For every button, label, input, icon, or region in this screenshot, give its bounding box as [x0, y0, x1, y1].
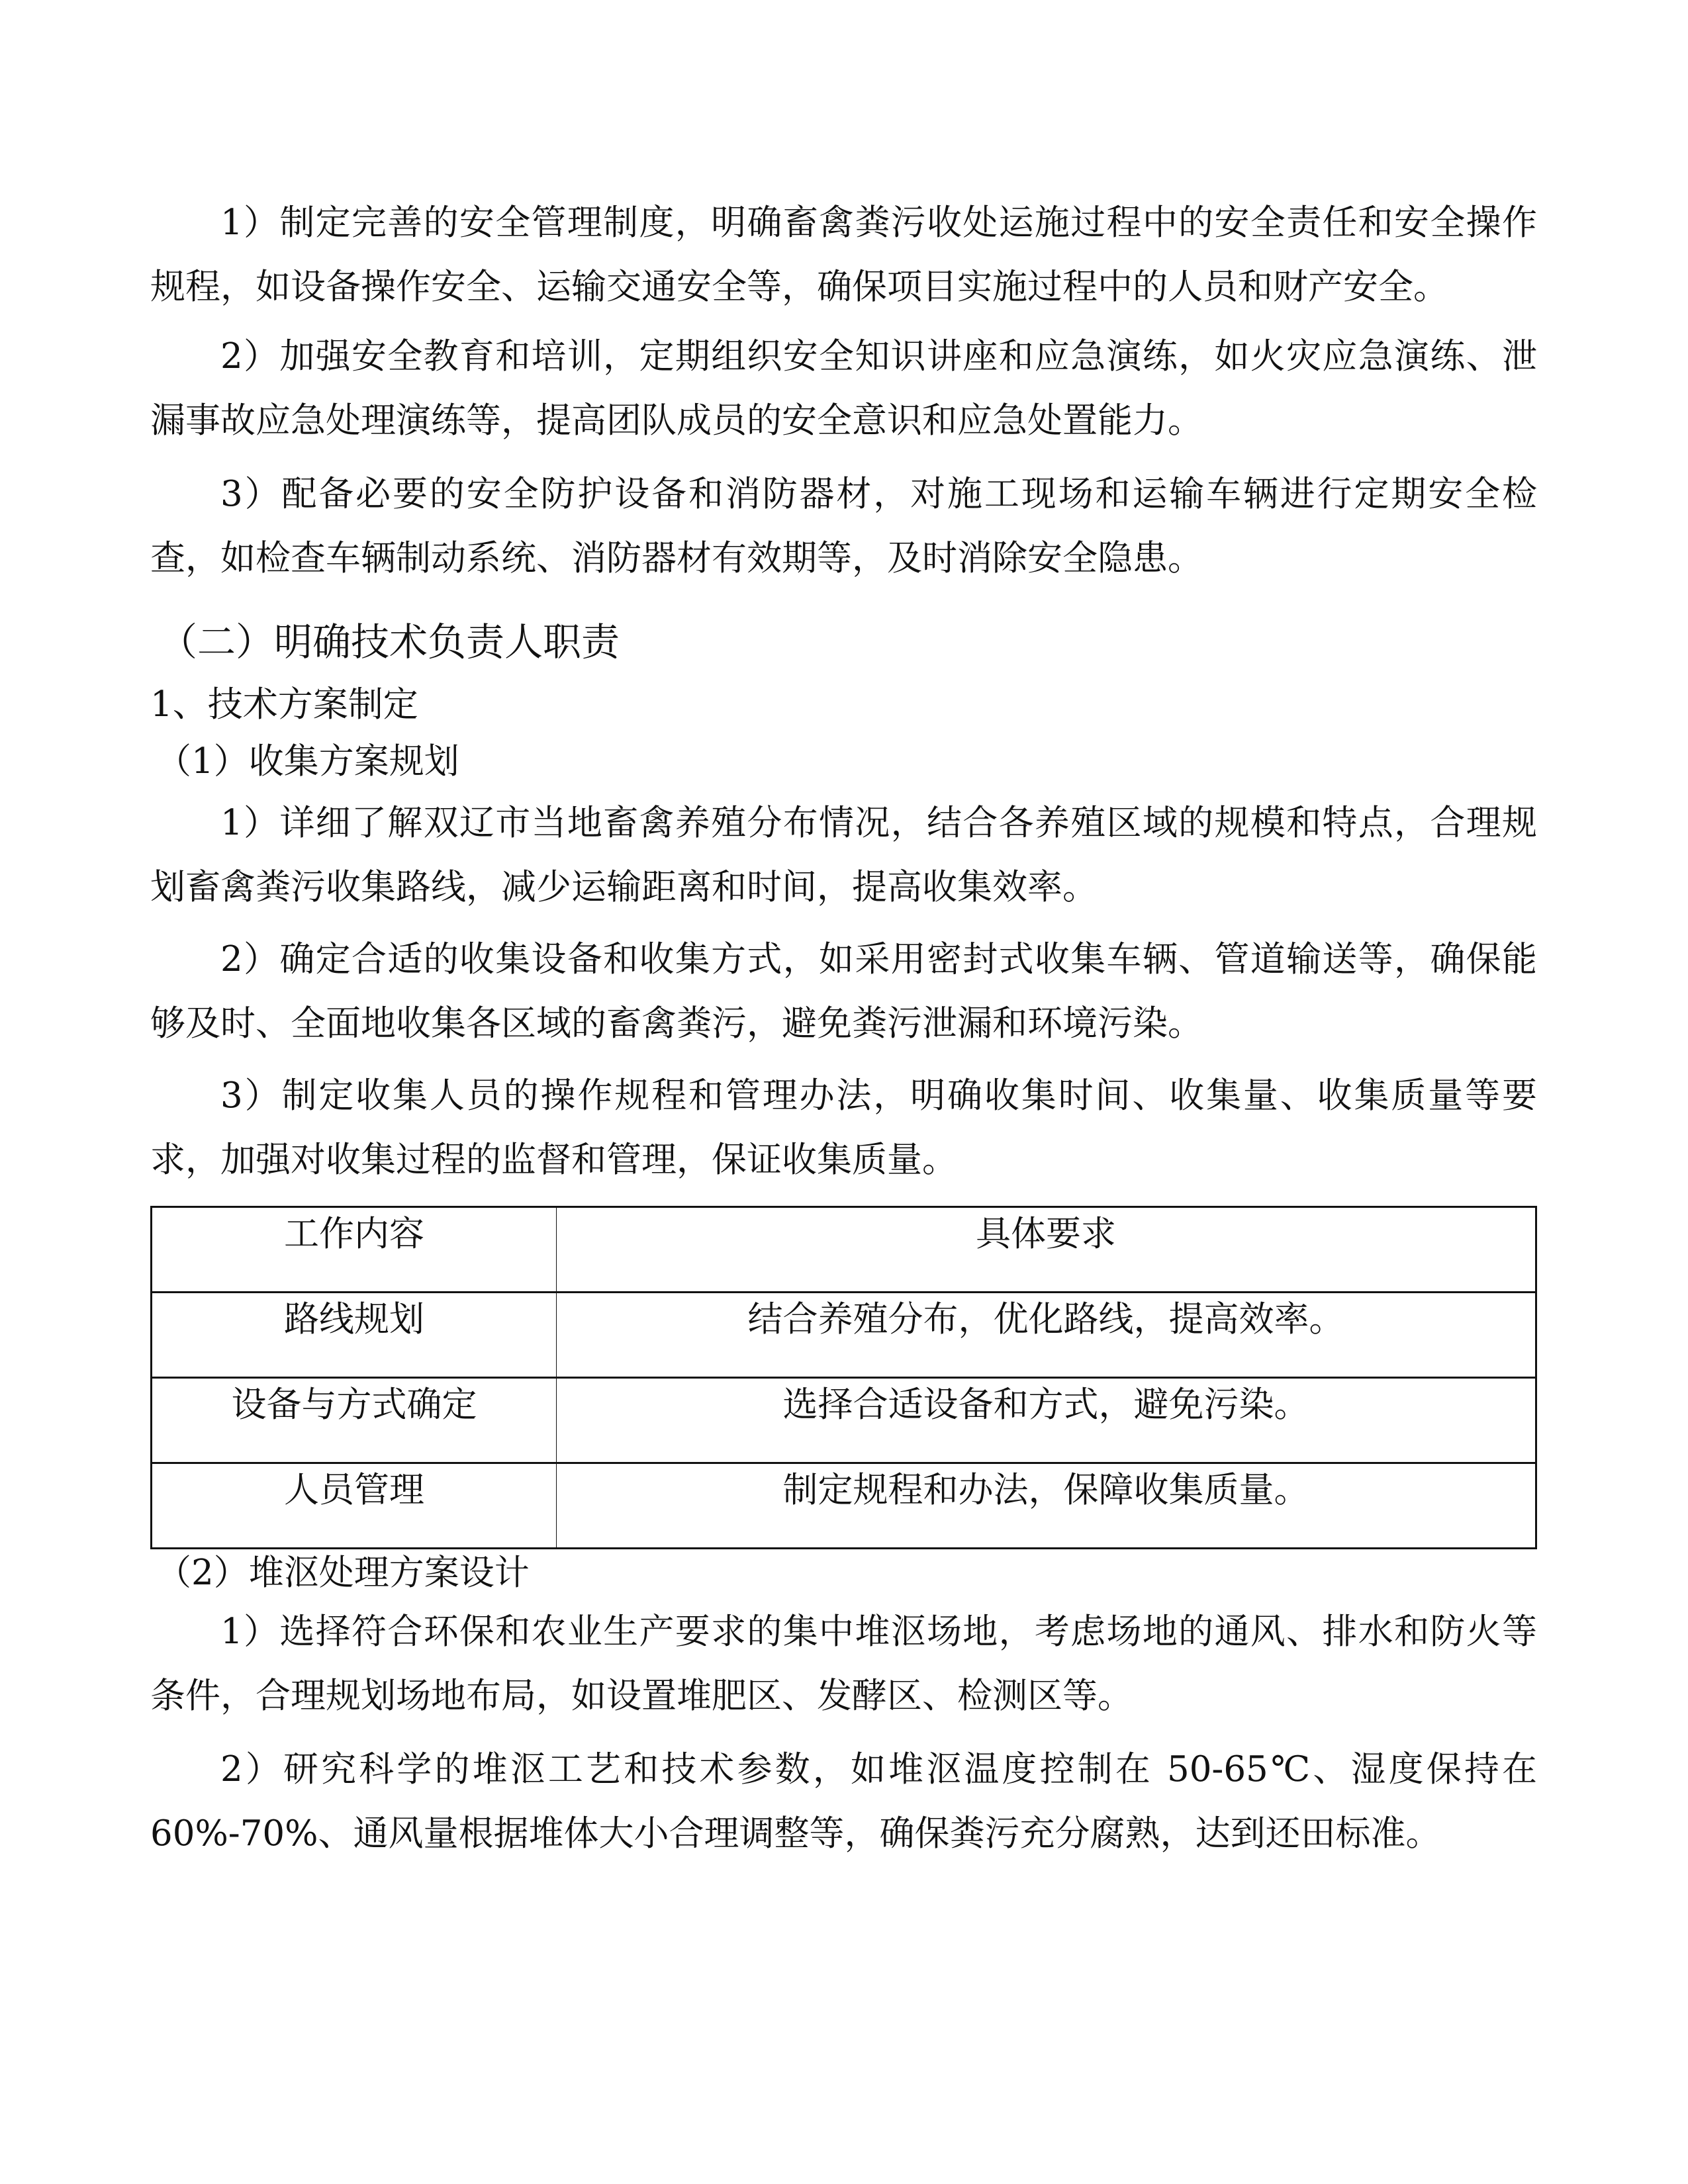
paragraph: 1）制定完善的安全管理制度，明确畜禽粪污收处运施过程中的安全责任和安全操作规程，如设备操作安全、运输交通安全等，确保项目实施过程中的人员和财产安全。 — [150, 203, 1537, 307]
paragraph: 3）制定收集人员的操作规程和管理办法，明确收集时间、收集量、收集质量等要求，加强对收集过程的监督和管理，保证收集质量。 — [150, 1075, 1537, 1180]
paragraph: 2）确定合适的收集设备和收集方式，如采用密封式收集车辆、管道输送等，确保能够及时、全面地收集各区域的畜禽粪污，避免粪污泄漏和环境污染。 — [150, 939, 1537, 1044]
subsection-heading: 1、技术方案制定 — [150, 684, 418, 725]
table-cell: 选择合适设备和方式，避免污染。 — [557, 1378, 1536, 1463]
table-cell: 人员管理 — [152, 1463, 557, 1549]
table-row — [152, 1378, 1536, 1463]
item-heading: （2）堆沤处理方案设计 — [156, 1553, 530, 1593]
paragraph: 2）研究科学的堆沤工艺和技术参数，如堆沤温度控制在 50-65℃、湿度保持在 60%-70%、通风量根据堆体大小合理调整等，确保粪污充分腐熟，达到还田标准。 — [150, 1749, 1537, 1854]
paragraph: 1）详细了解双辽市当地畜禽养殖分布情况，结合各养殖区域的规模和特点，合理规划畜禽粪污收集路线，减少运输距离和时间，提高收集效率。 — [150, 803, 1537, 907]
paragraph: 1）选择符合环保和农业生产要求的集中堆沤场地，考虑场地的通风、排水和防火等条件，合理规划场地布局，如设置堆肥区、发酵区、检测区等。 — [150, 1612, 1537, 1716]
item-heading: （1）收集方案规划 — [156, 741, 459, 782]
table-row — [152, 1463, 1536, 1549]
table-cell: 设备与方式确定 — [152, 1378, 557, 1463]
table-cell: 结合养殖分布，优化路线，提高效率。 — [557, 1293, 1536, 1378]
table-header: 具体要求 — [557, 1207, 1536, 1293]
paragraph: 2）加强安全教育和培训，定期组织安全知识讲座和应急演练，如火灾应急演练、泄漏事故应急处理演练等，提高团队成员的安全意识和应急处置能力。 — [150, 336, 1537, 441]
table-cell: 制定规程和办法，保障收集质量。 — [557, 1463, 1536, 1549]
table-row — [152, 1293, 1536, 1378]
paragraph: 3）配备必要的安全防护设备和消防器材，对施工现场和运输车辆进行定期安全检查，如检查车辆制动系统、消防器材有效期等，及时消除安全隐患。 — [150, 474, 1537, 578]
section-heading: （二）明确技术负责人职责 — [159, 619, 620, 664]
table-cell: 路线规划 — [152, 1293, 557, 1378]
table-header-row — [152, 1207, 1536, 1293]
table-header: 工作内容 — [152, 1207, 557, 1293]
requirements-table — [150, 1206, 1537, 1549]
